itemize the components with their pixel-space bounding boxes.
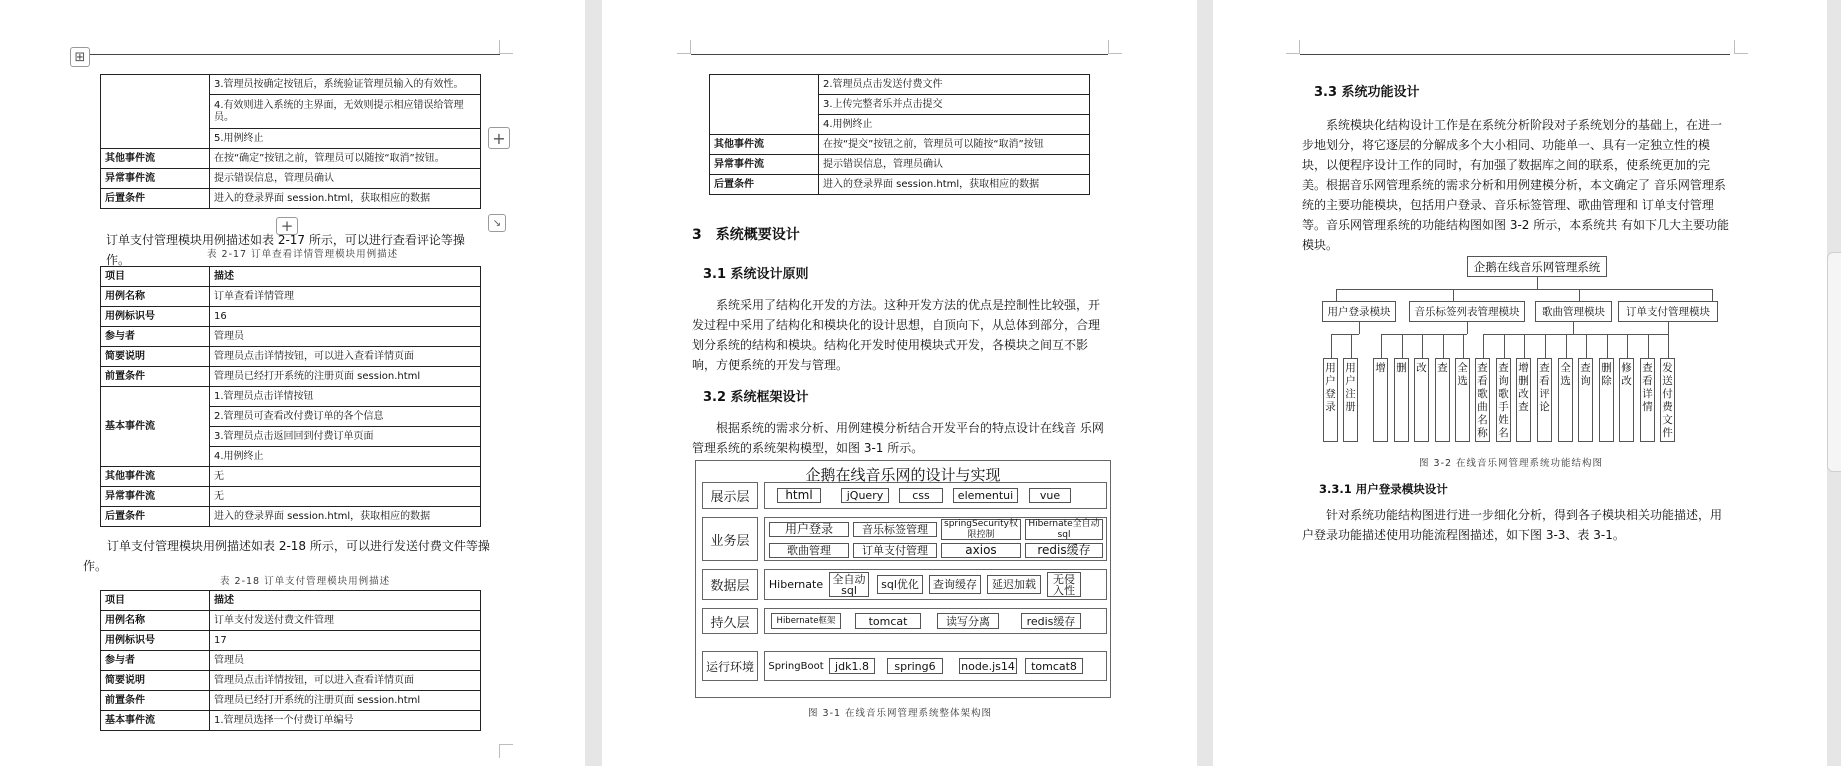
table-value-cell: 无 xyxy=(210,487,481,507)
heading-3-3: 3.3 系统功能设计 xyxy=(1314,85,1420,100)
function-structure-diagram xyxy=(1322,256,1752,446)
function-leaf-node: 全选 xyxy=(1558,358,1573,442)
table-caption-2-18: 表 2-18 订单支付管理模块用例描述 xyxy=(220,576,391,587)
table-value-cell: 无 xyxy=(210,467,481,487)
connector xyxy=(1607,334,1608,358)
table-row xyxy=(101,611,481,631)
paragraph-3-2: 根据系统的需求分析、用例建模分析结合开发平台的特点设计在线音 乐网管理系统的系统架构模型，如图 3-1 所示。 xyxy=(692,421,1104,455)
table-row xyxy=(101,671,481,691)
layer-business-row xyxy=(764,517,1107,561)
crop-mark xyxy=(499,744,513,758)
biz-axios: axios xyxy=(941,543,1021,558)
table-row xyxy=(101,149,481,169)
table-row xyxy=(101,591,481,611)
use-case-table-continued xyxy=(100,74,481,209)
connector xyxy=(1422,334,1423,358)
connector xyxy=(1359,322,1360,334)
table-row xyxy=(101,651,481,671)
table-key-cell: 参与者 xyxy=(101,327,210,347)
module-order-payment: 订单支付管理模块 xyxy=(1618,301,1718,322)
connector xyxy=(1537,277,1538,289)
table-key-cell: 用例名称 xyxy=(101,611,210,631)
table-value-cell: 4.有效则进入系统的主界面，无效则提示相应错误给管理员。 xyxy=(210,95,481,129)
table-row xyxy=(710,75,1090,95)
crop-mark xyxy=(1734,40,1748,54)
table-value-cell: 2.管理员可查看改付费订单的各个信息 xyxy=(210,407,481,427)
biz-order-payment: 订单支付管理 xyxy=(853,543,937,558)
function-leaf-node: 查询歌手姓名 xyxy=(1496,358,1511,442)
tech-jquery: jQuery xyxy=(841,488,889,503)
tech-html: html xyxy=(777,488,821,503)
table-value-cell: 管理员 xyxy=(210,651,481,671)
table-row xyxy=(101,169,481,189)
connector xyxy=(1627,334,1628,358)
document-page-1 xyxy=(0,0,585,766)
table-row xyxy=(710,135,1090,155)
layer-display-row xyxy=(764,482,1107,509)
table-row xyxy=(101,367,481,387)
table-move-handle-icon[interactable]: ⊞ xyxy=(70,47,90,67)
function-leaf-node: 用户注册 xyxy=(1343,358,1358,442)
data-lazy-loading: 延迟加载 xyxy=(987,575,1041,594)
connector xyxy=(1381,334,1467,335)
side-panel-tab[interactable] xyxy=(1827,252,1841,472)
connector xyxy=(1381,334,1382,358)
biz-user-login: 用户登录 xyxy=(769,522,849,537)
table-row xyxy=(101,631,481,651)
table-value-cell: 订单查看详情管理 xyxy=(210,287,481,307)
table-value-cell: 4.用例终止 xyxy=(210,447,481,467)
figure-caption-3-2: 图 3-2 在线音乐网管理系统功能结构图 xyxy=(1419,458,1604,469)
connector xyxy=(1331,334,1359,335)
table-row xyxy=(101,327,481,347)
table-key-cell: 基本事件流 xyxy=(101,711,210,731)
connector xyxy=(1504,334,1505,358)
persist-redis-cache: redis缓存 xyxy=(1021,613,1081,629)
table-value-cell: 在按“确定”按钮之前，管理员可以随按“取消”按钮。 xyxy=(210,149,481,169)
function-leaf-node: 改 xyxy=(1414,358,1429,442)
table-key-cell: 项目 xyxy=(101,267,210,287)
function-leaf-node: 删除 xyxy=(1599,358,1614,442)
connector xyxy=(1586,334,1587,358)
table-row xyxy=(101,189,481,209)
table-value-cell: 管理员 xyxy=(210,327,481,347)
heading-3-2: 3.2 系统框架设计 xyxy=(703,390,809,405)
connector xyxy=(1483,334,1573,335)
heading-3-1: 3.1 系统设计原则 xyxy=(703,267,809,282)
connector xyxy=(1566,334,1668,335)
table-key-cell: 其他事件流 xyxy=(710,135,819,155)
connector xyxy=(1668,334,1669,358)
table-row xyxy=(101,387,481,407)
function-leaf-node: 修改 xyxy=(1619,358,1634,442)
table-key-cell: 参与者 xyxy=(101,651,210,671)
paragraph-2-18-intro: 订单支付管理模块用例描述如表 2-18 所示，可以进行发送付费文件等操作。 xyxy=(83,539,490,573)
table-value-cell: 描述 xyxy=(210,591,481,611)
layer-persistence-row xyxy=(764,608,1107,634)
connector xyxy=(1336,289,1712,290)
table-value-cell: 17 xyxy=(210,631,481,651)
table-value-cell: 进入的登录界面 session.html，获取相应的数据 xyxy=(210,507,481,527)
table-value-cell: 提示错误信息，管理员确认 xyxy=(819,155,1090,175)
table-value-cell: 3.上传完整者乐并点击提交 xyxy=(819,95,1090,115)
table-row xyxy=(101,467,481,487)
connector xyxy=(1351,334,1352,358)
table-value-cell: 在按“提交”按钮之前，管理员可以随按“取消”按钮 xyxy=(819,135,1090,155)
table-value-cell: 管理员点击详情按钮，可以进入查看详情页面 xyxy=(210,671,481,691)
table-key-cell: 前置条件 xyxy=(101,691,210,711)
connector xyxy=(1443,334,1444,358)
table-row xyxy=(101,507,481,527)
tech-css: css xyxy=(899,488,943,503)
function-leaf-node: 查看歌曲名称 xyxy=(1475,358,1490,442)
function-leaf-node: 查 xyxy=(1435,358,1450,442)
data-sql-optimize: sql优化 xyxy=(877,575,923,594)
connector xyxy=(1336,289,1337,301)
persist-tomcat: tomcat xyxy=(855,613,921,629)
biz-hibernate-sql: Hibernate全自动sql xyxy=(1025,519,1103,540)
table-resize-handle-icon[interactable]: ↘ xyxy=(488,214,506,232)
biz-redis-cache: redis缓存 xyxy=(1025,543,1103,558)
table-row xyxy=(710,175,1090,195)
connector xyxy=(1331,334,1332,358)
table-value-cell: 1.管理员选择一个付费订单编号 xyxy=(210,711,481,731)
heading-chapter-3: 3 系统概要设计 xyxy=(692,227,800,243)
layer-business: 业务层 xyxy=(702,517,758,561)
table-key-cell xyxy=(101,75,210,149)
connector xyxy=(1483,334,1484,358)
paragraph-3-1: 系统采用了结构化开发的方法。这种开发方法的优点是控制性比较强，开发过程中采用了结构化和模块化的设计思想，自顶向下，从总体到部分，合理划分系统的结构和模块。结构化开发时使用模块式开发，各模块之间互不影响，方便系统的开发与管理。 xyxy=(692,298,1101,372)
function-leaf-node: 全选 xyxy=(1455,358,1470,442)
function-leaf-node: 查看详情 xyxy=(1640,358,1655,442)
architecture-title: 企鹅在线音乐网的设计与实现 xyxy=(805,466,1001,484)
table-key-cell: 基本事件流 xyxy=(101,387,210,467)
table-key-cell: 异常事件流 xyxy=(101,487,210,507)
table-key-cell: 其他事件流 xyxy=(101,467,210,487)
module-song: 歌曲管理模块 xyxy=(1535,301,1612,322)
table-key-cell: 用例标识号 xyxy=(101,307,210,327)
paragraph-3-3: 系统模块化结构设计工作是在系统分析阶段对子系统划分的基础上，在进一步地划分，将它逐层的分解成多个大小相同、功能单一、具有一定独立性的模块，以便程序设计工作的同时，有加强了数据库之间的联系，使系统更加的完美。根据音乐网管理系统的需求分析和用例建模分析，本文确定了 音乐网管理系统的主要功能模块，包括用户登录、音乐标签管理、歌曲管理和 订单支付管理等。音乐网管理系统的功能结构图如图 3-2 所示，本系统共 有如下几大主要功能模块。 xyxy=(1302,118,1730,252)
document-page-2 xyxy=(602,0,1197,766)
table-row xyxy=(101,347,481,367)
table-key-cell: 后置条件 xyxy=(101,189,210,209)
table-value-cell: 4.用例终止 xyxy=(819,115,1090,135)
table-key-cell: 异常事件流 xyxy=(101,169,210,189)
table-key-cell: 用例名称 xyxy=(101,287,210,307)
add-row-button[interactable]: + xyxy=(276,217,298,235)
connector xyxy=(1463,334,1464,358)
architecture-diagram xyxy=(695,460,1111,698)
table-value-cell: 3.管理员按确定按钮后，系统验证管理员输入的有效性。 xyxy=(210,75,481,95)
data-non-intrusive: 无侵入性 xyxy=(1047,572,1081,597)
table-row xyxy=(101,691,481,711)
runtime-jdk: jdk1.8 xyxy=(829,658,875,674)
table-value-cell: 进入的登录界面 session.html，获取相应的数据 xyxy=(210,189,481,209)
connector xyxy=(1467,322,1468,334)
connector xyxy=(1579,289,1580,301)
figure-caption-3-1: 图 3-1 在线音乐网管理系统整体架构图 xyxy=(808,708,993,719)
table-key-cell: 简要说明 xyxy=(101,671,210,691)
table-value-cell: 描述 xyxy=(210,267,481,287)
paragraph-3-3-1: 针对系统功能结构图进行进一步细化分析，得到各子模块相关功能描述，用户登录功能描述使用功能流程图描述，如下图 3-3、表 3-1。 xyxy=(1302,508,1723,542)
table-value-cell: 3.管理员点击返回回到付费订单页面 xyxy=(210,427,481,447)
table-value-cell: 5.用例终止 xyxy=(210,129,481,149)
biz-song-management: 歌曲管理 xyxy=(769,543,849,558)
table-value-cell: 管理员已经打开系统的注册页面 session.html xyxy=(210,691,481,711)
layer-runtime-row xyxy=(764,651,1107,681)
data-auto-sql: 全自动sql xyxy=(829,572,869,597)
table-value-cell: 1.管理员点击详情按钮 xyxy=(210,387,481,407)
layer-runtime: 运行环境 xyxy=(702,651,758,681)
module-music-tag: 音乐标签列表管理模块 xyxy=(1409,301,1525,322)
header-line xyxy=(83,54,500,55)
table-row xyxy=(101,287,481,307)
runtime-springboot: SpringBoot xyxy=(768,660,824,672)
crop-mark xyxy=(1108,40,1122,54)
table-value-cell: 管理员点击详情按钮，可以进入查看详情页面 xyxy=(210,347,481,367)
table-key-cell: 用例标识号 xyxy=(101,631,210,651)
table-key-cell: 前置条件 xyxy=(101,367,210,387)
table-key-cell: 简要说明 xyxy=(101,347,210,367)
connector xyxy=(1712,289,1713,301)
function-leaf-node: 删 xyxy=(1394,358,1409,442)
document-page-3 xyxy=(1213,0,1827,766)
crop-mark xyxy=(677,40,691,54)
table-key-cell: 后置条件 xyxy=(710,175,819,195)
biz-spring-security: springSecurity权限控制 xyxy=(941,519,1021,540)
table-row xyxy=(101,307,481,327)
layer-display: 展示层 xyxy=(702,482,758,509)
table-key-cell: 项目 xyxy=(101,591,210,611)
layer-data-row xyxy=(764,569,1107,600)
table-value-cell: 订单支付发送付费文件管理 xyxy=(210,611,481,631)
table-caption-2-17: 表 2-17 订单查看详情管理模块用例描述 xyxy=(207,249,399,260)
connector xyxy=(1668,322,1669,334)
table-row xyxy=(101,711,481,731)
layer-data: 数据层 xyxy=(702,569,758,600)
function-leaf-node: 用户登录 xyxy=(1323,358,1338,442)
module-user-login: 用户登录模块 xyxy=(1322,301,1396,322)
tech-vue: vue xyxy=(1029,488,1071,503)
table-key-cell: 后置条件 xyxy=(101,507,210,527)
tree-root: 企鹅在线音乐网管理系统 xyxy=(1467,256,1607,277)
layer-persistence: 持久层 xyxy=(702,608,758,634)
function-leaf-node: 增删改查 xyxy=(1516,358,1531,442)
paragraph-2-17-intro: 订单支付管理模块用例描述如表 2-17 所示，可以进行查看评论等操作。 xyxy=(106,233,465,267)
table-row xyxy=(710,155,1090,175)
add-column-button[interactable]: + xyxy=(488,127,510,149)
connector xyxy=(1648,334,1649,358)
table-key-cell xyxy=(710,75,819,135)
crop-mark xyxy=(499,40,513,54)
table-key-cell: 异常事件流 xyxy=(710,155,819,175)
table-value-cell: 16 xyxy=(210,307,481,327)
connector xyxy=(1453,289,1454,301)
persist-read-write-split: 读写分离 xyxy=(937,613,999,629)
header-line xyxy=(1300,54,1730,55)
heading-3-3-1: 3.3.1 用户登录模块设计 xyxy=(1319,482,1448,496)
use-case-table-continued xyxy=(709,74,1090,195)
biz-music-tag: 音乐标签管理 xyxy=(853,522,937,537)
function-leaf-node: 查看评论 xyxy=(1537,358,1552,442)
table-row xyxy=(101,487,481,507)
function-leaf-node: 查询 xyxy=(1578,358,1593,442)
connector xyxy=(1402,334,1403,358)
data-query-cache: 查询缓存 xyxy=(929,575,981,594)
runtime-nodejs: node.js14 xyxy=(959,658,1017,674)
use-case-table-2-17 xyxy=(100,266,481,527)
persist-hibernate-framework: Hibernate框架 xyxy=(771,613,841,629)
data-hibernate: Hibernate xyxy=(768,578,824,591)
table-value-cell: 提示错误信息，管理员确认 xyxy=(210,169,481,189)
table-value-cell: 2.管理员点击发送付费文件 xyxy=(819,75,1090,95)
use-case-table-2-18 xyxy=(100,590,481,731)
header-line xyxy=(691,54,1108,55)
table-value-cell: 进入的登录界面 session.html，获取相应的数据 xyxy=(819,175,1090,195)
tech-elementui: elementui xyxy=(953,488,1018,503)
connector xyxy=(1545,334,1546,358)
connector xyxy=(1524,334,1525,358)
function-leaf-node: 增 xyxy=(1373,358,1388,442)
connector xyxy=(1573,322,1574,334)
crop-mark xyxy=(1286,40,1300,54)
function-leaf-node: 发送付费文件 xyxy=(1660,358,1675,442)
runtime-spring: spring6 xyxy=(887,658,943,674)
runtime-tomcat: tomcat8 xyxy=(1025,658,1083,674)
table-key-cell: 其他事件流 xyxy=(101,149,210,169)
connector xyxy=(1566,334,1567,358)
table-value-cell: 管理员已经打开系统的注册页面 session.html xyxy=(210,367,481,387)
table-row xyxy=(101,267,481,287)
table-row xyxy=(101,75,481,95)
